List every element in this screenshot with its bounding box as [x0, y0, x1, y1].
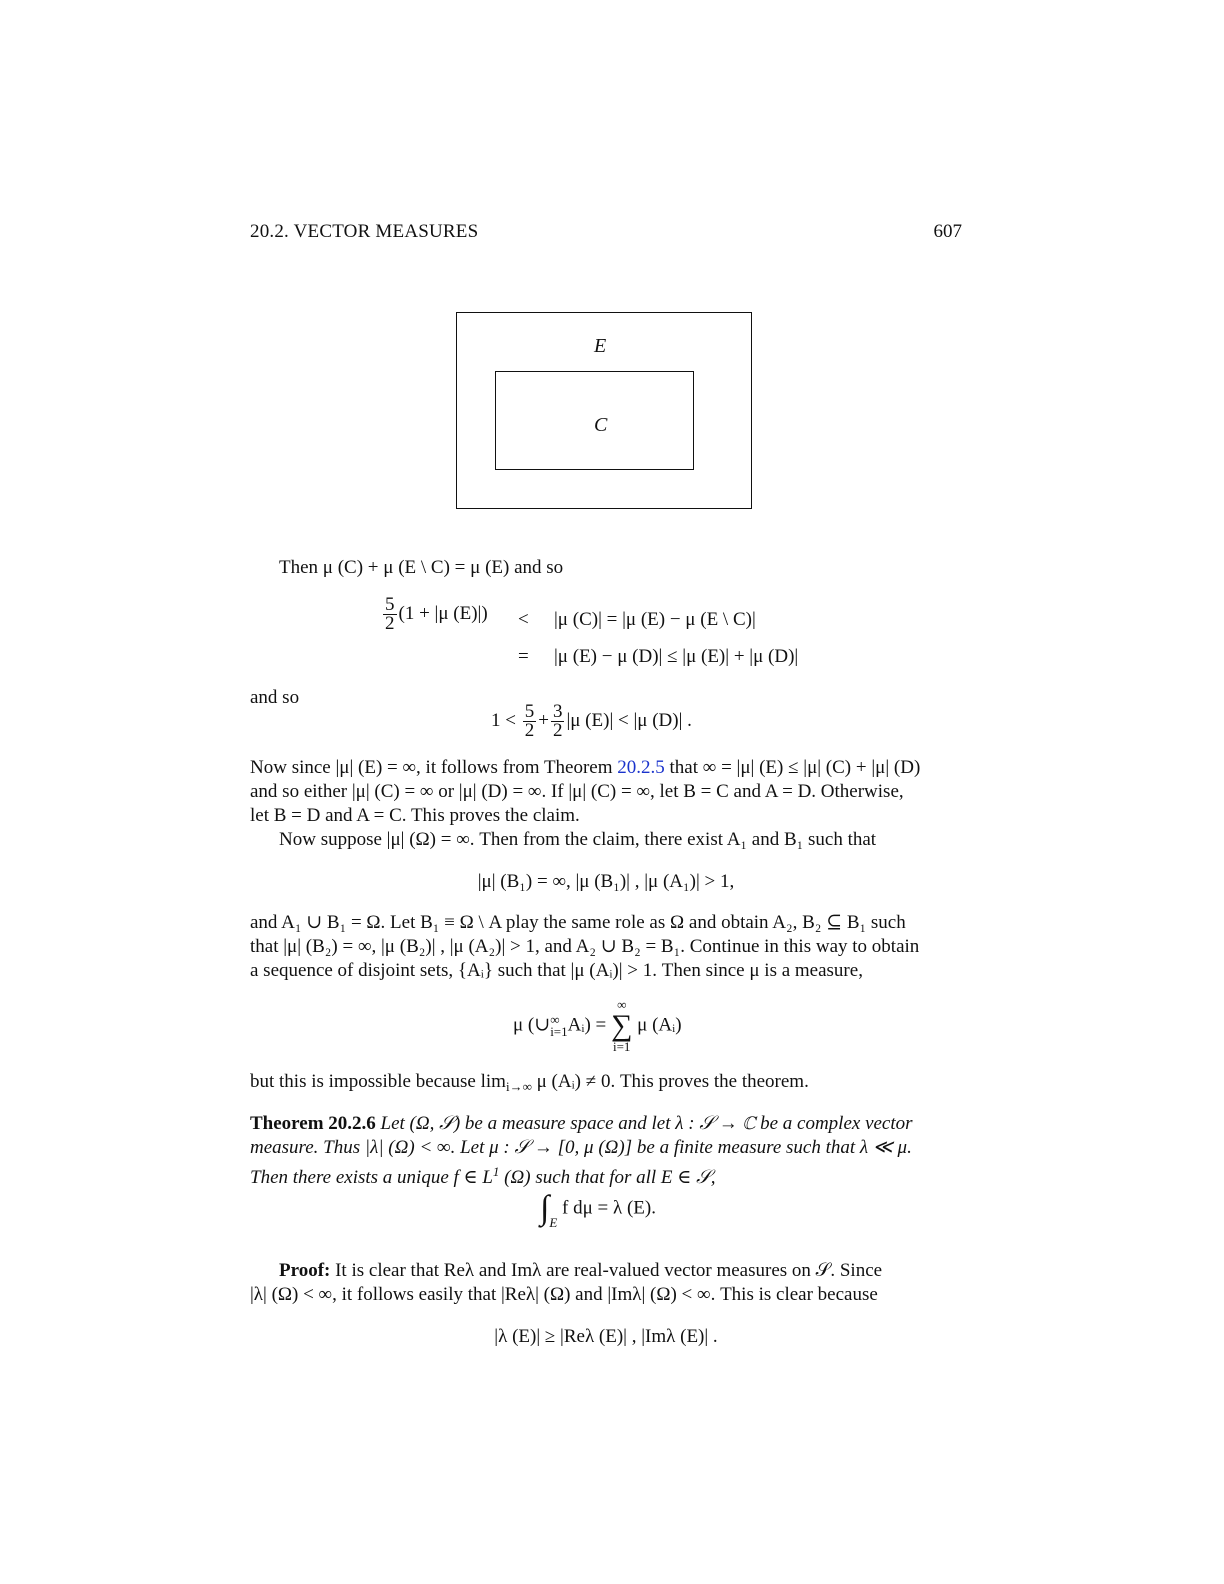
paragraph-1-line-1: Now since |μ| (E) = ∞, it follows from Theorem 20.2.5 that ∞ = |μ| (E) ≤ |μ| (C) + |μ| (D) — [250, 757, 921, 778]
paragraph-1-line-3: let B = D and A = C. This proves the claim. — [250, 805, 580, 826]
ineq2: 1 < $\frac{5}{2}$ + $\frac{3}{2}$ |μ (E)| < |μ (D)| . — [491, 701, 692, 741]
page-number: 607 — [933, 221, 962, 242]
equation-6: |λ (E)| ≥ |Reλ (E)| , |Imλ (E)| . — [494, 1326, 718, 1347]
then-line: Then μ (C) + μ (E \ C) = μ (E) and so — [279, 557, 564, 578]
proof-line-2: |λ| (Ω) < ∞, it follows easily that |Reλ| (Ω) and |Imλ| (Ω) < ∞. This is clear because — [250, 1284, 878, 1305]
and-so: and so — [250, 687, 300, 708]
paragraph-1-line-2: and so either |μ| (C) = ∞ or |μ| (D) = ∞. If |μ| (C) = ∞, let B = C and A = D. Otherwise, — [250, 781, 904, 802]
proof-line-1: Proof: It is clear that Reλ and Imλ are real-valued vector measures on 𝒮. Since — [279, 1260, 883, 1281]
ineq1-rel1: < — [518, 609, 529, 630]
ineq1-row1: $\frac{5}{2}$ (1 + |μ (E)|) — [385, 594, 488, 634]
label-e: E — [594, 335, 607, 357]
ineq1-rhs2: |μ (E) − μ (D)| ≤ |μ (E)| + |μ (D)| — [554, 646, 799, 667]
running-header: 20.2. VECTOR MEASURES — [250, 221, 479, 242]
equation-5: $\int_E$ f dμ = λ (E). — [540, 1189, 656, 1230]
proof-label: Proof: — [279, 1260, 331, 1281]
fraction-5-2: $\frac{5}{2}$ — [385, 594, 395, 634]
theorem-line-1: Theorem 20.2.6 Let (Ω, 𝒮) be a measure space and let λ : 𝒮 → ℂ be a complex vector — [250, 1113, 913, 1134]
paragraph-3-line-3: a sequence of disjoint sets, {Aᵢ} such that |μ (Aᵢ)| > 1. Then since μ is a measure, — [250, 960, 863, 981]
paragraph-4: but this is impossible because $\lim_{i\to\infty} \mu$ (Aᵢ) ≠ 0. This proves the theorem. — [250, 1071, 809, 1094]
summation-symbol: ∞ ∑ i=1 — [611, 997, 633, 1054]
equation-3: |μ| (B₁) = ∞, |μ (B₁)| , |μ (A₁)| > 1, — [477, 871, 735, 892]
paragraph-3-line-1: and A₁ ∪ B₁ = Ω. Let B₁ ≡ Ω \ A play the same role as Ω and obtain A₂, B₂ ⊆ B₁ such — [250, 912, 906, 933]
equation-4: μ (∪ ∞ i=1 Aᵢ) = ∞ ∑ i=1 μ (Aᵢ) — [513, 997, 682, 1054]
label-c: C — [594, 414, 608, 436]
theorem-line-2: measure. Thus |λ| (Ω) < ∞. Let μ : 𝒮 → [0, μ (Ω)] be a finite measure such that λ ≪ μ. — [250, 1137, 912, 1158]
paragraph-3-line-2: that |μ| (B₂) = ∞, |μ (B₂)| , |μ (A₂)| > 1, and A₂ ∪ B₂ = B₁. Continue in this way to obtain — [250, 936, 920, 957]
ineq1-rhs1: |μ (C)| = |μ (E) − μ (E \ C)| — [554, 609, 756, 630]
theorem-label: Theorem 20.2.6 — [250, 1113, 376, 1134]
paragraph-2-line-1: Now suppose |μ| (Ω) = ∞. Then from the claim, there exist A₁ and B₁ such that — [279, 829, 877, 850]
theorem-line-3: Then there exists a unique f ∈ $L^1$ (Ω) such that for all E ∈ 𝒮, — [250, 1164, 716, 1188]
ineq1-rel2: = — [518, 646, 529, 667]
theorem-link[interactable]: 20.2.5 — [617, 757, 665, 778]
integral-symbol: ∫ — [540, 1189, 550, 1227]
